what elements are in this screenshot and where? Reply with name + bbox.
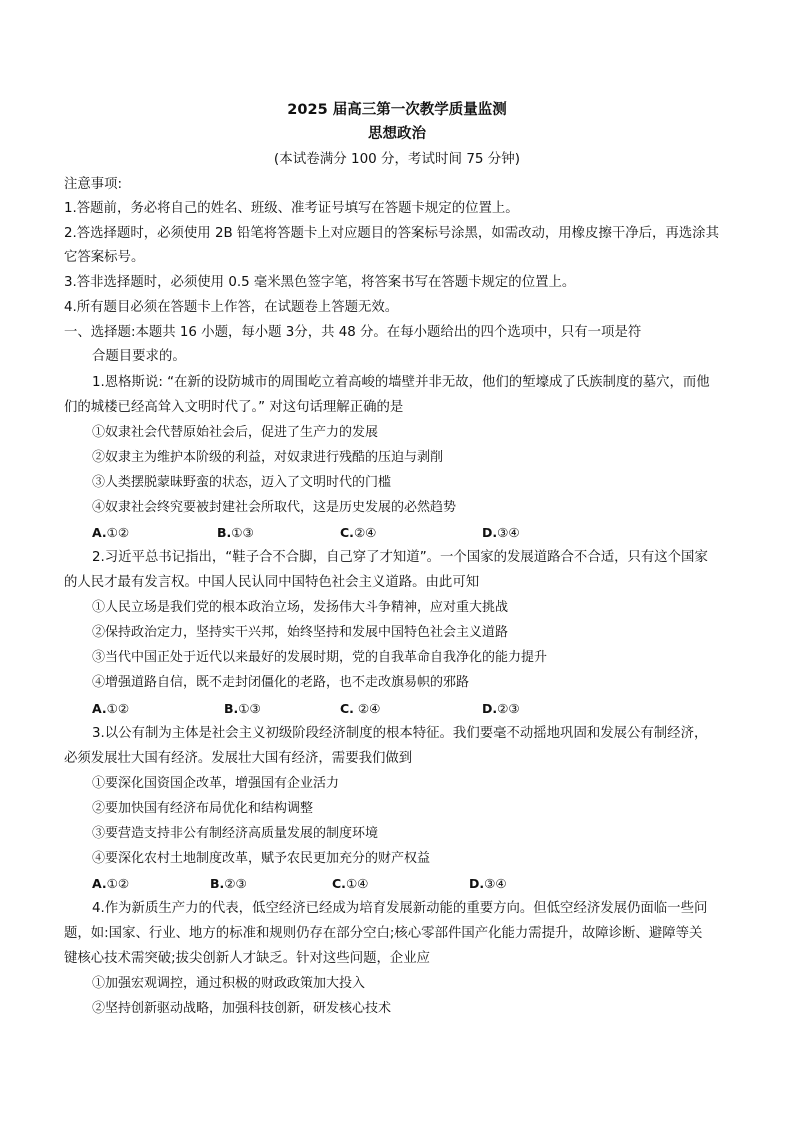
answer-option-c: C.②④ — [340, 525, 377, 540]
statement-item: ③要营造支持非公有制经济高质量发展的制度环境 — [92, 826, 379, 841]
subject-title: 思想政治 — [368, 126, 426, 142]
notice-item: 3.答非选择题时，必须使用 0.5 毫米黑色签字笔，将答案书写在答题卡规定的位置上。 — [64, 275, 576, 290]
statement-item: ③当代中国正处于近代以来最好的发展时期，党的自我革命自我净化的能力提升 — [92, 650, 548, 665]
question-stem: 键核心技术需突破;拔尖创新人才缺乏。针对这些问题，企业应 — [64, 951, 431, 966]
question-stem: 题，如:国家、行业、地方的标准和规则仍存在部分空白;核心零部件国产化能力需提升，故障诊断、避障等关 — [64, 926, 703, 941]
answer-option-d: D.③④ — [469, 876, 507, 891]
statement-item: ②保持政治定力，坚持实干兴邦，始终坚持和发展中国特色社会主义道路 — [92, 625, 509, 640]
section-heading: 一、选择题:本题共 16 小题，每小题 3分，共 48 分。在每小题给出的四个选项中，只有一项是符 — [64, 325, 642, 340]
notice-item: 4.所有题目必须在答题卡上作答，在试题卷上答题无效。 — [64, 300, 399, 315]
question-stem: 1.恩格斯说: “在新的设防城市的周围屹立着高峻的墙壁并非无故，他们的堑壕成了氏族制度的墓穴，而他 — [92, 375, 710, 390]
statement-item: ②奴隶主为维护本阶级的利益，对奴隶进行残酷的压迫与剥削 — [92, 450, 444, 465]
notice-item: 它答案标号。 — [64, 250, 145, 265]
answer-option-b: B.①③ — [224, 701, 261, 716]
answer-option-b: B.②③ — [210, 876, 247, 891]
question-stem: 们的城楼已经高耸入文明时代了。” 对这句话理解正确的是 — [64, 400, 404, 415]
answer-option-d: D.②③ — [482, 701, 520, 716]
exam-info-note: (本试卷满分 100 分，考试时间 75 分钟) — [273, 151, 521, 167]
section-heading-cont: 合题目要求的。 — [92, 349, 186, 364]
statement-item: ②坚持创新驱动战略，加强科技创新，研发核心技术 — [92, 1001, 392, 1016]
question-stem: 4.作为新质生产力的代表，低空经济已经成为培育发展新动能的重要方向。但低空经济发展仍面临一些问 — [92, 901, 708, 916]
statement-item: ④要深化农村土地制度改革，赋予农民更加充分的财产权益 — [92, 851, 431, 866]
answer-option-a: A.①② — [92, 876, 130, 891]
answer-option-c: C.①④ — [332, 876, 369, 891]
question-stem: 3.以公有制为主体是社会主义初级阶段经济制度的根本特征。我们要毫不动摇地巩固和发展公有制经济， — [92, 726, 708, 741]
statement-item: ①奴隶社会代替原始社会后，促进了生产力的发展 — [92, 425, 379, 440]
answer-option-d: D.③④ — [482, 525, 520, 540]
statement-item: ②要加快国有经济布局优化和结构调整 — [92, 801, 314, 816]
statement-item: ④奴隶社会终究要被封建社会所取代，这是历史发展的必然趋势 — [92, 500, 457, 515]
notice-item: 2.答选择题时，必须使用 2B 铅笔将答题卡上对应题目的答案标号涂黑，如需改动，用橡皮擦干净后，再选涂其 — [64, 226, 719, 241]
statement-item: ①加强宏观调控，通过积极的财政政策加大投入 — [92, 976, 366, 991]
notice-heading: 注意事项: — [64, 177, 123, 192]
exam-title: 2025 届高三第一次教学质量监测 — [287, 102, 507, 118]
statement-item: ①人民立场是我们党的根本政治立场，发扬伟大斗争精神，应对重大挑战 — [92, 600, 509, 615]
statement-item: ①要深化国资国企改革，增强国有企业活力 — [92, 776, 340, 791]
answer-option-c: C. ②④ — [340, 701, 381, 716]
answer-option-a: A.①② — [92, 525, 130, 540]
question-stem: 的人民才最有发言权。中国人民认同中国特色社会主义道路。由此可知 — [64, 575, 480, 590]
answer-option-b: B.①③ — [217, 525, 254, 540]
statement-item: ③人类摆脱蒙昧野蛮的状态，迈入了文明时代的门槛 — [92, 475, 392, 490]
answer-option-a: A.①② — [92, 701, 130, 716]
statement-item: ④增强道路自信，既不走封闭僵化的老路，也不走改旗易帜的邪路 — [92, 675, 470, 690]
question-stem: 必须发展壮大国有经济。发展壮大国有经济，需要我们做到 — [64, 751, 413, 766]
question-stem: 2.习近平总书记指出，“鞋子合不合脚，自己穿了才知道”。一个国家的发展道路合不合适，只有这个国家 — [92, 550, 708, 565]
notice-item: 1.答题前，务必将自己的姓名、班级、准考证号填写在答题卡规定的位置上。 — [64, 201, 519, 216]
